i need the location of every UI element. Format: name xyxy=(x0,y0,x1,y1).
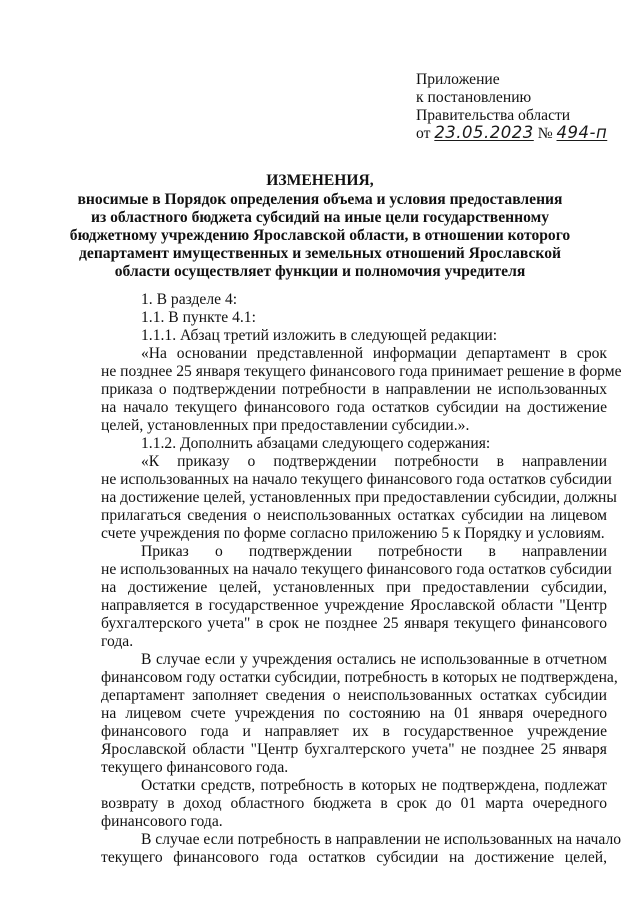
body-line: финансового года и направляет их в государственное учреждение xyxy=(101,723,607,740)
appendix-ref: к постановлению xyxy=(416,89,532,106)
body-line: прилагаться сведения о неиспользованных остатках субсидии на лицевом xyxy=(101,507,607,524)
body-line: бухгалтерского учета" в срок не позднее 25 января текущего финансового xyxy=(101,615,607,632)
body-line: департамент заполняет сведения о неиспользованных остатках субсидии xyxy=(101,687,607,704)
body-line: Остатки средств, потребность в которых не подтверждена, подлежат xyxy=(141,777,607,794)
appendix-date-line xyxy=(416,124,607,143)
body-line: «К приказу о подтверждении потребности в направлении xyxy=(141,453,607,470)
body-line: на лицевом счете учреждения по состоянию на 01 января очередного xyxy=(101,705,607,722)
title-line: вносимые в Порядок определения объема и условия предоставления xyxy=(77,191,563,208)
body-line: на достижение целей, установленных при предоставлении субсидии, должны xyxy=(101,489,617,506)
body-line: приказа о подтверждении потребности в направлении не использованных xyxy=(101,381,607,398)
appendix-label: Приложение xyxy=(416,71,500,88)
body-line: 1.1. В пункте 4.1: xyxy=(141,309,256,326)
body-line: направляется в государственное учреждение Ярославской области "Центр xyxy=(101,597,607,614)
body-line: Ярославской области "Центр бухгалтерского учета" не позднее 25 января xyxy=(101,741,607,758)
body-line: 1. В разделе 4: xyxy=(141,291,238,308)
title-line: из областного бюджета субсидий на иные цели государственному xyxy=(90,209,550,226)
appendix-authority: Правительства области xyxy=(416,107,571,124)
body-line: В случае если у учреждения остались не использованные в отчетном xyxy=(141,651,607,668)
body-line: финансового года. xyxy=(101,813,223,830)
body-line: на начало текущего финансового года остатков субсидии на достижение xyxy=(101,399,607,416)
body-line: счете учреждения по форме согласно приложению 5 к Порядку и условиям. xyxy=(101,525,605,542)
body-line: «На основании представленной информации департамент в срок xyxy=(141,345,607,362)
body-line: целей, установленных при предоставлении субсидии.». xyxy=(101,417,470,434)
document-heading: ИЗМЕНЕНИЯ, xyxy=(266,172,374,189)
body-line: текущего финансового года. xyxy=(101,759,289,776)
body-line: 1.1.1. Абзац третий изложить в следующей редакции: xyxy=(141,327,498,344)
handwritten-date: 23.05.2023 xyxy=(434,123,534,142)
body-line: текущего финансового года остатков субсидии на достижение целей, xyxy=(101,849,607,866)
title-line: департамент имущественных и земельных отношений Ярославской xyxy=(79,245,561,262)
title-line: бюджетному учреждению Ярославской области, в отношении которого xyxy=(69,227,571,244)
body-line: 1.1.2. Дополнить абзацами следующего содержания: xyxy=(141,435,491,452)
body-line: не использованных на начало текущего финансового года остатков субсидии xyxy=(101,471,612,488)
body-line: на достижение целей, установленных при предоставлении субсидии, xyxy=(101,579,607,596)
date-prefix: от xyxy=(416,125,431,142)
body-line: не позднее 25 января текущего финансового года принимает решение в форме xyxy=(101,363,622,380)
handwritten-number: 494-п xyxy=(556,123,608,142)
body-line: года. xyxy=(101,633,134,650)
body-line: финансовом году остатки субсидии, потребность в которых не подтверждена, xyxy=(101,669,618,686)
number-sign: № xyxy=(537,125,553,142)
title-line: области осуществляет функции и полномочия учредителя xyxy=(114,263,526,280)
body-line: Приказ о подтверждении потребности в направлении xyxy=(141,543,607,560)
body-line: не использованных на начало текущего финансового года остатков субсидии xyxy=(101,561,612,578)
body-line: возврату в доход областного бюджета в срок до 01 марта очередного xyxy=(101,795,607,812)
body-line: В случае если потребность в направлении не использованных на начало xyxy=(141,831,622,848)
